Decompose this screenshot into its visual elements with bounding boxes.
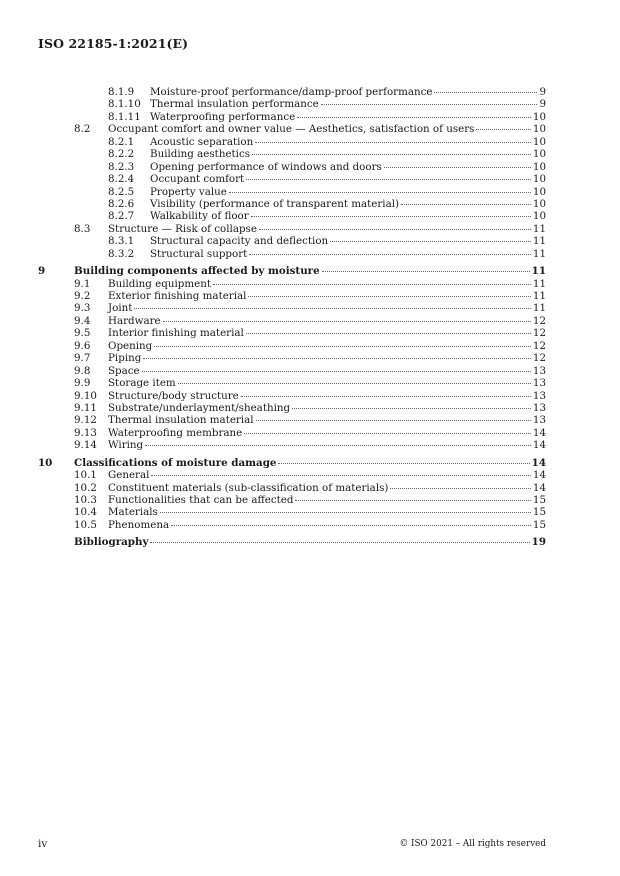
toc-entry-title-line — [108, 340, 546, 352]
dot-leader — [292, 408, 531, 409]
toc-entry-title-line — [108, 390, 546, 402]
toc-entry-title: Opening performance of windows and doors — [150, 160, 382, 173]
toc-entry[interactable] — [38, 390, 546, 402]
toc-entry[interactable] — [38, 248, 546, 260]
dot-leader — [297, 117, 531, 118]
page-number: iv — [38, 838, 48, 850]
toc-entry-page: 10 — [532, 110, 546, 123]
toc-entry-title: Occupant comfort — [150, 173, 245, 186]
toc-entry[interactable] — [38, 427, 546, 439]
toc-entry-title-line — [74, 536, 546, 548]
dot-leader — [241, 396, 531, 397]
toc-entry-title: Structure/body structure — [108, 389, 239, 402]
dot-leader — [252, 154, 531, 155]
toc-entry-title-line — [150, 136, 546, 148]
toc-entry-page: 10 — [532, 197, 546, 210]
toc-entry-number: 8.2.7 — [108, 210, 135, 223]
toc-entry-title-line — [108, 315, 546, 327]
dot-leader — [390, 488, 530, 489]
dot-leader — [322, 271, 530, 272]
dot-leader — [295, 500, 530, 501]
toc-entry-title-line — [108, 402, 546, 414]
toc-entry-number: 10.2 — [74, 481, 97, 494]
dot-leader — [178, 383, 531, 384]
toc-entry-page: 14 — [531, 456, 546, 469]
toc-entry-title-line — [150, 98, 546, 110]
toc-entry-title: Structural capacity and deflection — [150, 235, 329, 248]
toc-entry-title-line — [150, 235, 546, 247]
dot-leader — [171, 525, 531, 526]
toc-entry[interactable] — [38, 198, 546, 210]
toc-entry-number: 9.8 — [74, 364, 91, 377]
dot-leader — [255, 142, 531, 143]
toc-entry-title: Waterproofing membrane — [108, 426, 243, 439]
toc-entry-number: 9.13 — [74, 426, 97, 439]
toc-entry-page: 12 — [532, 352, 546, 365]
toc-entry-title-line — [108, 290, 546, 302]
toc-entry-number: 10.5 — [74, 518, 97, 531]
toc-entry-title-line — [108, 278, 546, 290]
toc-entry[interactable] — [38, 469, 546, 481]
toc-entry-title: Storage item — [108, 377, 176, 390]
toc-entry-number: 10 — [38, 456, 53, 469]
toc-entry-number: 8.2.2 — [108, 148, 135, 161]
toc-entry-page: 13 — [532, 364, 546, 377]
toc-entry[interactable] — [38, 148, 546, 160]
dot-leader — [251, 216, 531, 217]
toc-entry-title-line — [108, 427, 546, 439]
toc-entry-title: Opening — [108, 339, 153, 352]
toc-entry-number: 9.3 — [74, 302, 91, 315]
toc-entry-number: 9.9 — [74, 377, 91, 390]
toc-entry-title: Building components affected by moisture — [74, 265, 320, 278]
toc-entry-title-line — [108, 365, 546, 377]
toc-entry-number: 8.1.11 — [108, 110, 141, 123]
toc-entry-page: 10 — [532, 185, 546, 198]
toc-entry-title: Occupant comfort and owner value — Aesthetics, satisfaction of users — [108, 123, 475, 136]
toc-entry-title-line — [108, 223, 546, 235]
toc-entry-title: Moisture-proof performance/damp-proof performance — [150, 86, 433, 98]
toc-entry-title-line — [108, 414, 546, 426]
toc-entry-number: 8.2.3 — [108, 160, 135, 173]
dot-leader — [244, 433, 531, 434]
toc-entry[interactable] — [38, 327, 546, 339]
toc-entry[interactable] — [38, 136, 546, 148]
toc-entry-title-line — [150, 173, 546, 185]
dot-leader — [384, 167, 531, 168]
dot-leader — [246, 179, 531, 180]
toc-entry-page: 9 — [539, 86, 546, 98]
toc-entry[interactable] — [38, 482, 546, 494]
toc-entry[interactable] — [38, 439, 546, 451]
toc-entry-title: Substrate/underlayment/sheathing — [108, 401, 291, 414]
toc-entry[interactable] — [38, 111, 546, 123]
toc-entry-number: 8.2 — [74, 123, 91, 136]
toc-entry-number: 8.2.5 — [108, 185, 135, 198]
toc-entry[interactable] — [38, 235, 546, 247]
toc-entry-page: 12 — [532, 327, 546, 340]
toc-entry-title: Materials — [108, 506, 158, 519]
dot-leader — [145, 445, 531, 446]
toc-entry-title-line — [150, 210, 546, 222]
toc-entry-page: 10 — [532, 135, 546, 148]
toc-entry[interactable] — [38, 86, 546, 98]
toc-entry-title-line — [108, 377, 546, 389]
toc-entry-number: 9.7 — [74, 352, 91, 365]
toc-entry[interactable] — [38, 123, 546, 135]
toc-entry-page: 14 — [532, 481, 546, 494]
toc-entry-page: 12 — [532, 314, 546, 327]
toc-entry-page: 14 — [532, 426, 546, 439]
toc-entry-title: Structure — Risk of collapse — [108, 222, 257, 235]
toc-entry-number: 8.2.6 — [108, 197, 135, 210]
dot-leader — [256, 420, 531, 421]
toc-entry[interactable] — [38, 161, 546, 173]
toc-entry[interactable] — [38, 506, 546, 518]
dot-leader — [160, 512, 531, 513]
toc-entry-title-line — [150, 248, 546, 260]
toc-entry-title: Property value — [150, 185, 227, 198]
toc-entry-title: Visibility (performance of transparent material) — [150, 197, 400, 210]
toc-entry-number: 8.3.2 — [108, 247, 135, 260]
toc-entry-page: 10 — [532, 210, 546, 223]
toc-entry[interactable] — [38, 290, 546, 302]
toc-entry-title: Thermal insulation material — [108, 414, 254, 427]
toc-entry-number: 9.11 — [74, 401, 97, 414]
toc-entry-page: 11 — [531, 265, 546, 278]
dot-leader — [143, 358, 531, 359]
toc-entry-number: 8.2.1 — [108, 135, 135, 148]
toc-entry-page: 10 — [532, 160, 546, 173]
toc-entry-title: Thermal insulation performance — [150, 98, 319, 111]
toc-entry-title-line — [74, 265, 546, 277]
toc-entry-title: Building aesthetics — [150, 148, 251, 161]
toc-entry-title-line — [108, 439, 546, 451]
toc-entry-title-line — [108, 123, 546, 135]
toc-entry-title: Structural support — [150, 247, 248, 260]
toc-entry-title: Acoustic separation — [150, 135, 254, 148]
toc-entry-title-line — [150, 111, 546, 123]
dot-leader — [330, 241, 531, 242]
dot-leader — [134, 308, 531, 309]
toc-entry[interactable] — [38, 414, 546, 426]
dot-leader — [248, 296, 530, 297]
toc-entry[interactable] — [38, 340, 546, 352]
table-of-contents — [38, 86, 546, 549]
toc-entry-number: 8.1.10 — [108, 98, 141, 111]
toc-entry-title: Hardware — [108, 314, 161, 327]
toc-entry[interactable] — [38, 519, 546, 531]
toc-entry-page: 10 — [532, 173, 546, 186]
toc-entry[interactable] — [38, 352, 546, 364]
toc-entry-title-line — [150, 148, 546, 160]
dot-leader — [246, 333, 531, 334]
toc-entry-number: 9.12 — [74, 414, 97, 427]
toc-entry-title: Waterproofing performance — [150, 110, 296, 123]
toc-entry-number: 10.4 — [74, 506, 97, 519]
toc-entry-title: Joint — [108, 302, 133, 315]
toc-entry-title: Phenomena — [108, 518, 170, 531]
toc-entry-number: 8.2.4 — [108, 173, 135, 186]
dot-leader — [229, 192, 531, 193]
toc-entry-number: 8.1.9 — [108, 86, 135, 98]
toc-entry-page: 13 — [532, 401, 546, 414]
toc-entry-page: 11 — [532, 290, 546, 302]
toc-entry-page: 10 — [532, 123, 546, 136]
toc-entry-title: Functionalities that can be affected — [108, 494, 294, 506]
toc-entry[interactable] — [38, 365, 546, 377]
toc-entry-title: Constituent materials (sub-classification of materials) — [108, 481, 389, 494]
toc-entry-title-line — [150, 198, 546, 210]
toc-entry-title: Wiring — [108, 439, 144, 452]
toc-entry-title: Bibliography — [74, 536, 149, 549]
toc-entry[interactable] — [38, 223, 546, 235]
toc-entry-title-line — [108, 327, 546, 339]
toc-entry[interactable] — [38, 315, 546, 327]
toc-entry-title-line — [108, 302, 546, 314]
toc-entry-page: 15 — [532, 506, 546, 519]
toc-entry-title-line — [108, 469, 546, 481]
dot-leader — [249, 254, 531, 255]
toc-entry-title: Interior finishing material — [108, 327, 244, 340]
document-id: ISO 22185-1:2021(E) — [38, 36, 189, 51]
toc-entry-number: 8.3.1 — [108, 235, 135, 248]
toc-entry-page: 11 — [532, 235, 546, 248]
toc-entry[interactable] — [38, 457, 546, 469]
toc-entry-title-line — [108, 519, 546, 531]
toc-entry-number: 9.14 — [74, 439, 97, 452]
toc-entry[interactable] — [38, 278, 546, 290]
toc-entry-title-line — [150, 186, 546, 198]
toc-entry-title: Piping — [108, 352, 142, 365]
dot-leader — [151, 475, 530, 476]
toc-entry-page: 10 — [532, 148, 546, 161]
toc-entry-page: 13 — [532, 414, 546, 427]
toc-entry-title-line — [108, 494, 546, 506]
dot-leader — [434, 92, 537, 93]
toc-entry-page: 14 — [532, 469, 546, 482]
toc-entry-title-line — [74, 457, 546, 469]
toc-entry[interactable] — [38, 377, 546, 389]
toc-entry-page: 14 — [532, 439, 546, 452]
toc-entry-number: 10.3 — [74, 494, 97, 506]
toc-entry-page: 11 — [532, 222, 546, 235]
toc-entry-number: 9.6 — [74, 339, 91, 352]
dot-leader — [154, 346, 531, 347]
toc-entry-title-line — [108, 506, 546, 518]
toc-entry-number: 9.10 — [74, 389, 97, 402]
toc-entry-title: Space — [108, 364, 140, 377]
toc-entry-number: 9.2 — [74, 290, 91, 302]
toc-entry-number: 9.1 — [74, 277, 91, 290]
toc-entry[interactable] — [38, 210, 546, 222]
toc-entry-page: 11 — [532, 277, 546, 290]
toc-entry-title-line — [150, 86, 546, 98]
toc-entry-title-line — [150, 161, 546, 173]
toc-entry[interactable] — [38, 302, 546, 314]
toc-entry[interactable] — [38, 402, 546, 414]
toc-entry[interactable] — [38, 494, 546, 506]
dot-leader — [259, 229, 531, 230]
toc-entry[interactable] — [38, 173, 546, 185]
toc-entry-title-line — [108, 482, 546, 494]
toc-entry-page: 11 — [532, 302, 546, 315]
dot-leader — [278, 463, 529, 464]
toc-entry[interactable] — [38, 186, 546, 198]
dot-leader — [213, 284, 531, 285]
dot-leader — [142, 371, 531, 372]
toc-entry-page: 13 — [532, 377, 546, 390]
toc-entry-page: 9 — [539, 98, 546, 111]
toc-entry-title: Classifications of moisture damage — [74, 456, 277, 469]
dot-leader — [401, 204, 531, 205]
toc-entry-page: 15 — [532, 494, 546, 506]
toc-entry-title: Exterior finishing material — [108, 290, 247, 302]
dot-leader — [321, 104, 538, 105]
toc-entry-number: 8.3 — [74, 222, 91, 235]
toc-entry-number: 9.4 — [74, 314, 91, 327]
toc-entry[interactable] — [38, 536, 546, 548]
toc-entry-page: 13 — [532, 389, 546, 402]
toc-entry-page: 15 — [532, 518, 546, 531]
toc-entry-title: General — [108, 469, 150, 482]
toc-entry[interactable] — [38, 265, 546, 277]
toc-entry-page: 11 — [532, 247, 546, 260]
toc-entry-number: 10.1 — [74, 469, 97, 482]
toc-entry-title: Walkability of floor — [150, 210, 249, 223]
toc-entry-number: 9.5 — [74, 327, 91, 340]
toc-entry-number: 9 — [38, 265, 46, 278]
dot-leader — [150, 542, 529, 543]
dot-leader — [163, 321, 531, 322]
toc-entry-title: Building equipment — [108, 277, 211, 290]
copyright-notice: © ISO 2021 – All rights reserved — [399, 839, 546, 849]
toc-entry[interactable] — [38, 98, 546, 110]
dot-leader — [476, 129, 530, 130]
toc-entry-page: 12 — [532, 339, 546, 352]
toc-entry-title-line — [108, 352, 546, 364]
toc-entry-page: 19 — [531, 536, 546, 549]
